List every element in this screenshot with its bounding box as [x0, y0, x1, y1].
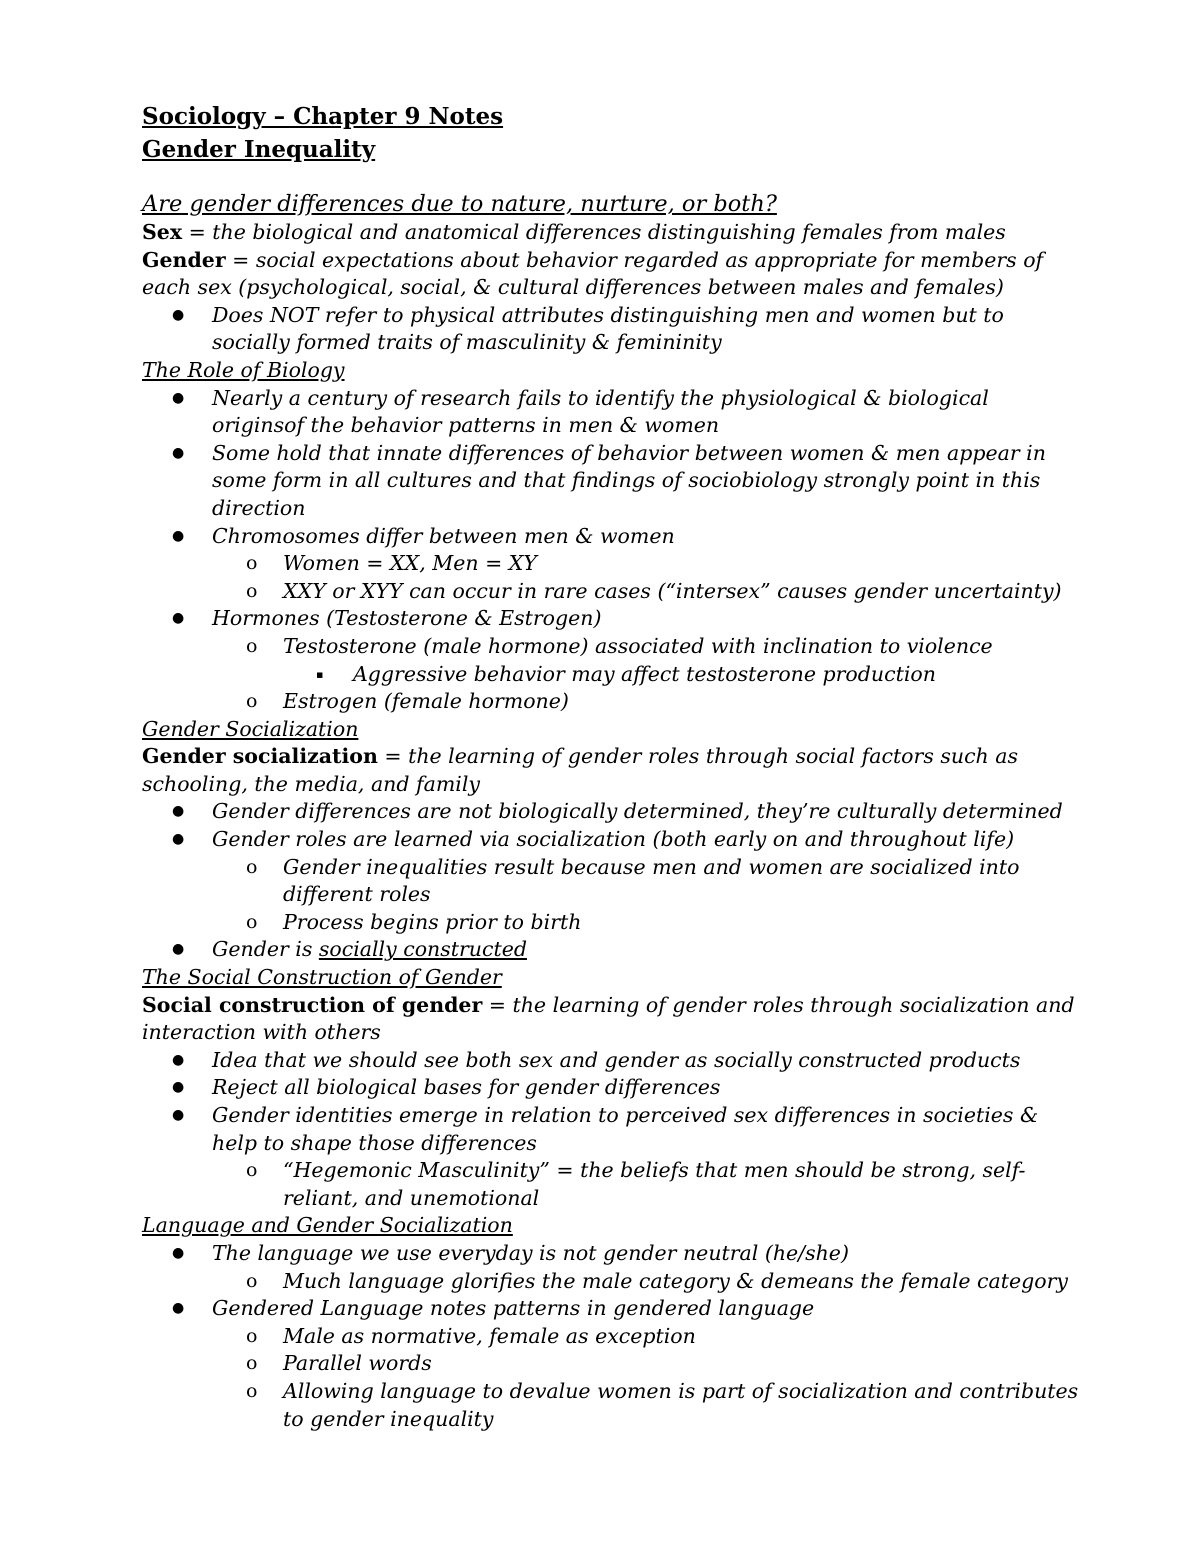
doc-title: Sociology – Chapter 9 Notes — [142, 103, 504, 130]
bullet-marker: ● — [172, 1300, 185, 1317]
construction-def-text: = the learning of gender roles through socialization and interaction with others — [142, 992, 1075, 1045]
question-heading: Are gender differences due to nature, nurture, or both? — [142, 191, 777, 217]
list-item — [142, 1240, 1080, 1268]
list-item — [142, 1074, 1080, 1102]
list-item-text: XXY or XYY can occur in rare cases (“intersex” causes gender uncertainty) — [283, 578, 1062, 603]
list-item-text: Gender is — [212, 937, 319, 962]
list-item-text: Idea that we should see both sex and gender as socially constructed products — [212, 1047, 1021, 1072]
list-item — [142, 302, 1080, 357]
circle-marker: o — [246, 910, 258, 933]
list-item — [142, 661, 1080, 689]
bullet-marker: ● — [172, 831, 185, 848]
bullet-marker: ● — [172, 444, 185, 461]
list-item-text: Gender identities emerge in relation to perceived sex differences in societies & help to shape those differences — [212, 1103, 1039, 1155]
list-item-text: Hormones (Testosterone & Estrogen) — [212, 606, 602, 631]
circle-marker: o — [246, 1159, 258, 1182]
section-heading-biology: The Role of Biology — [142, 357, 345, 382]
list-item-text: Gender differences are not biologically determined, they’re culturally determined — [212, 799, 1063, 824]
construction-term: Social construction of gender — [142, 992, 483, 1017]
list-item-text: Some hold that innate differences of behavior between women & men appear in some form in all cultures and that findings of sociobiology strongly point in this direction — [212, 440, 1046, 520]
list-item — [142, 440, 1080, 523]
sex-term: Sex — [142, 220, 183, 244]
list-item-text: The language we use everyday is not gender neutral (he/she) — [212, 1240, 849, 1265]
circle-marker: o — [246, 579, 258, 602]
circle-marker: o — [246, 855, 258, 878]
circle-marker: o — [246, 690, 258, 713]
gender-definition — [142, 247, 1080, 302]
list-item — [142, 578, 1080, 606]
list-item — [142, 798, 1080, 826]
bullet-marker: ● — [172, 1244, 185, 1261]
circle-marker: o — [246, 1352, 258, 1375]
square-marker: ▪ — [316, 667, 324, 681]
socialization-term: Gender socialization — [142, 744, 378, 769]
circle-marker: o — [246, 1379, 258, 1402]
list-item-text: Aggressive behavior may affect testosterone production — [353, 661, 936, 686]
section-heading-socialization: Gender Socialization — [142, 716, 359, 741]
bullet-marker: ● — [172, 610, 185, 627]
list-item-text: Parallel words — [283, 1351, 432, 1376]
list-item — [142, 909, 1080, 937]
list-item — [142, 1102, 1080, 1157]
list-item — [142, 550, 1080, 578]
socialization-definition — [142, 743, 1080, 798]
list-item — [142, 1047, 1080, 1075]
list-item-text: Estrogen (female hormone) — [283, 689, 569, 714]
sex-def-text: = the biological and anatomical differences distinguishing females from males — [182, 220, 1006, 244]
spacer — [142, 166, 1080, 190]
bullet-marker: ● — [172, 1107, 185, 1123]
list-item — [142, 1350, 1080, 1378]
bullet-marker: ● — [172, 941, 185, 958]
list-item — [142, 605, 1080, 633]
list-item-text: Gendered Language notes patterns in gendered language — [212, 1296, 815, 1321]
list-item-text: Process begins prior to birth — [283, 909, 582, 934]
list-item-text: Women = XX, Men = XY — [283, 551, 537, 576]
bullet-marker: ● — [172, 527, 185, 544]
list-item-text: Allowing language to devalue women is part of socialization and contributes to gender inequality — [283, 1378, 1079, 1431]
list-item — [142, 385, 1080, 440]
list-item — [142, 1157, 1080, 1212]
list-item — [142, 1323, 1080, 1351]
list-item-text: Reject all biological bases for gender differences — [212, 1075, 721, 1100]
circle-marker: o — [246, 1324, 258, 1347]
gender-def-text: = social expectations about behavior regarded as appropriate for members of each sex (psychological, social, & cultural differences between males and females) — [142, 247, 1044, 300]
doc-subtitle: Gender Inequality — [142, 136, 376, 163]
list-item-text: Nearly a century of research fails to identify the physiological & biological originsof the behavior patterns in men & women — [212, 385, 989, 438]
circle-marker: o — [246, 552, 258, 575]
bullet-marker: ● — [172, 1051, 185, 1068]
list-item-text: Chromosomes differ between men & women — [212, 523, 675, 548]
list-item — [142, 633, 1080, 661]
list-item — [142, 936, 1080, 964]
list-item — [142, 854, 1080, 909]
list-item-text: Does NOT refer to physical attributes distinguishing men and women but to socially formed traits of masculinity & femininity — [212, 302, 1004, 355]
socially-constructed-text: socially constructed — [318, 937, 527, 962]
list-item — [142, 1378, 1080, 1433]
section-heading-language: Language and Gender Socialization — [142, 1213, 513, 1238]
gender-term: Gender — [142, 247, 226, 272]
list-item — [142, 1295, 1080, 1323]
list-item — [142, 826, 1080, 854]
bullet-marker: ● — [172, 803, 185, 820]
bullet-marker: ● — [172, 389, 185, 406]
list-item-text: Gender roles are learned via socialization (both early on and throughout life) — [212, 827, 1015, 852]
sex-definition — [142, 219, 1080, 247]
section-heading-construction: The Social Construction of Gender — [142, 965, 502, 990]
circle-marker: o — [246, 1269, 258, 1292]
list-item — [142, 523, 1080, 551]
list-item-text: Gender inequalities result because men and women are socialized into different roles — [283, 854, 1020, 907]
list-item-text: Male as normative, female as exception — [283, 1323, 696, 1348]
circle-marker: o — [246, 634, 258, 657]
list-item — [142, 688, 1080, 716]
list-item-text: Testosterone (male hormone) associated with inclination to violence — [283, 633, 993, 658]
list-item-text: Much language glorifies the male category & demeans the female category — [283, 1268, 1068, 1293]
bullet-marker: ● — [172, 306, 185, 323]
list-item — [142, 1268, 1080, 1296]
socialization-def-text: = the learning of gender roles through social factors such as schooling, the media, and family — [142, 744, 1019, 796]
construction-definition — [142, 992, 1080, 1047]
bullet-marker: ● — [172, 1079, 185, 1096]
list-item-text: “Hegemonic Masculinity” = the beliefs that men should be strong, self-reliant, and unemotional — [283, 1158, 1026, 1210]
